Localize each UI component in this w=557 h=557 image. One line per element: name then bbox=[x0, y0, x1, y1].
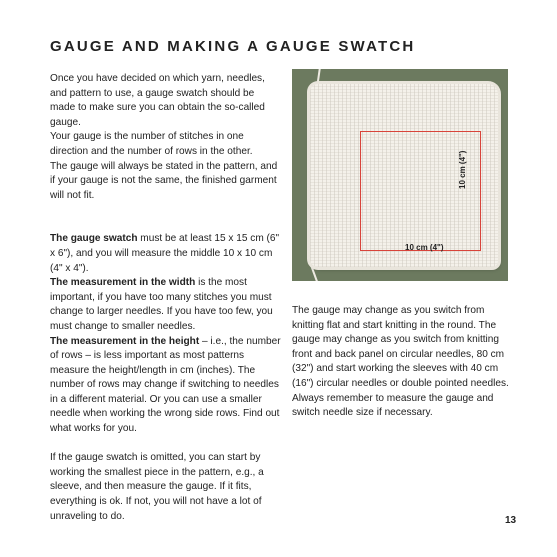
yarn-tail-top bbox=[316, 69, 321, 85]
gauge-change-paragraph: The gauge may change as you switch from knitting flat and start knitting in the round. The gauge may change as you switch from knitting front and back panel on circular needles, 80 cm (32") and start working the sleeves with 40 cm (16") circular needles or double pointed needles. bbox=[292, 305, 509, 389]
height-measurement-text: – i.e., the number of rows – is less important as most patterns measure the height/length in cm (inches). The number of rows may change if switching to needles in a different material. Or you can use a smaller needle when working the wrong side rows. Find out what works for you. bbox=[50, 335, 281, 435]
gauge-pattern-paragraph: The gauge will always be stated in the pattern, and if your gauge is not the same, the finished garment will not fit. bbox=[50, 160, 278, 201]
gauge-definition-paragraph: Your gauge is the number of stitches in one direction and the number of rows in the other. bbox=[50, 131, 253, 157]
swatch-size-heading: The gauge swatch bbox=[50, 233, 138, 245]
width-measurement-paragraph bbox=[50, 276, 282, 334]
height-measurement-heading: The measurement in the height bbox=[50, 335, 200, 347]
swatch-size-paragraph bbox=[50, 232, 282, 276]
swatch-size-text: must be at least 15 x 15 cm (6" x 6"), and you will measure the middle 10 x 10 cm (4" x 4"). bbox=[50, 233, 280, 274]
measurement-box bbox=[360, 131, 481, 251]
reminder-paragraph: Always remember to measure the gauge and switch needle size if necessary. bbox=[292, 392, 494, 419]
intro-paragraph: Once you have decided on which yarn, needles, and pattern to use, a gauge swatch should be made to make sure you can obtain the so-called gauge. bbox=[50, 73, 265, 128]
height-measurement-paragraph bbox=[50, 335, 282, 437]
omitted-swatch-paragraph: If the gauge swatch is omitted, you can start by working the smallest piece in the pattern, e.g., a sleeve, and then measure the gauge. If it fits, everything is ok. If not, you will not have a lot of unraveling to do. bbox=[50, 452, 264, 522]
left-column bbox=[50, 72, 282, 524]
knitted-swatch bbox=[310, 84, 498, 267]
width-measurement-text: is the most important, if you have too many stitches you must change to larger needles. If you have too few, you must change to smaller needles. bbox=[50, 277, 273, 332]
page-title: GAUGE AND MAKING A GAUGE SWATCH bbox=[50, 38, 416, 55]
yarn-tail-bottom bbox=[310, 265, 319, 281]
right-column bbox=[292, 304, 517, 421]
gauge-swatch-photo bbox=[292, 69, 508, 281]
width-measurement-heading: The measurement in the width bbox=[50, 277, 196, 289]
height-label: 10 cm (4") bbox=[458, 150, 467, 189]
page-number: 13 bbox=[505, 515, 517, 526]
width-label: 10 cm (4") bbox=[405, 243, 444, 252]
